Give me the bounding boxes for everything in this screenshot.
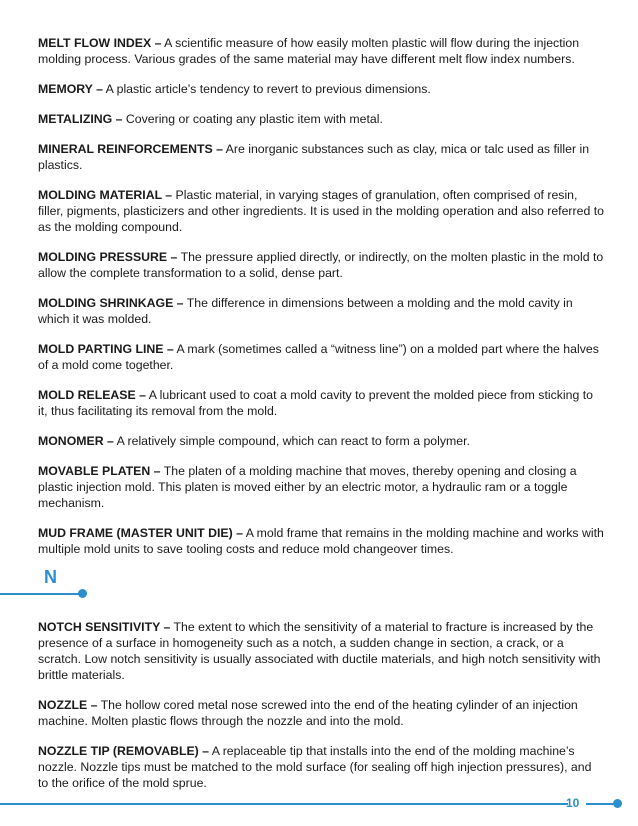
footer-divider-dot <box>613 799 622 808</box>
glossary-definition: A replaceable tip that installs into the end of the molding machine’s nozzle. Nozzle tips must be matched to the mold surface (for sealing off high injection pressures), and to the orifice of the mold sprue. <box>38 744 592 790</box>
glossary-definition: A plastic article’s tendency to revert to previous dimensions. <box>102 82 431 96</box>
glossary-term: MOLDING MATERIAL – <box>38 188 173 202</box>
glossary-term: MOLD PARTING LINE – <box>38 342 174 356</box>
section-divider-line <box>0 593 82 595</box>
glossary-term: NOZZLE TIP (REMOVABLE) – <box>38 744 210 758</box>
glossary-entry <box>38 387 604 419</box>
glossary-definition: The hollow cored metal nose screwed into the end of the heating cylinder of an injection machine. Molten plastic flows through the nozzle and into the mold. <box>38 698 578 728</box>
glossary-entry <box>38 81 604 97</box>
glossary-entry <box>38 697 604 729</box>
glossary-definition: Are inorganic substances such as clay, mica or talc used as filler in plastics. <box>38 142 590 172</box>
glossary-term: MOLD RELEASE – <box>38 388 146 402</box>
glossary-entry <box>38 249 604 281</box>
glossary-definition: The pressure applied directly, or indirectly, on the molten plastic in the mold to allow the complete transformation to a solid, dense part. <box>38 250 604 280</box>
section-header-n <box>0 567 124 607</box>
section-letter: N <box>44 567 57 587</box>
glossary-term: METALIZING – <box>38 112 123 126</box>
glossary-term: MOLDING SHRINKAGE – <box>38 296 184 310</box>
glossary-term: MOVABLE PLATEN – <box>38 464 161 478</box>
section-divider-dot <box>78 589 87 598</box>
glossary-entry <box>38 35 604 67</box>
glossary-term: NOTCH SENSITIVITY – <box>38 620 171 634</box>
glossary-entry <box>38 525 604 557</box>
glossary-definition: Plastic material, in varying stages of granulation, often comprised of resin, filler, pigments, plasticizers and other ingredients. It is used in the molding operation and also referred to as the molding compound. <box>38 188 604 234</box>
glossary-definition: The extent to which the sensitivity of a material to fracture is increased by the presence of a surface in homogeneity such as a notch, a sudden change in section, a crack, or a scratch. Low notch sensitivity is usually associated with ductile materials, and high notch sensitivity with brittle materials. <box>38 620 601 682</box>
glossary-definition: A scientific measure of how easily molten plastic will flow during the injection molding process. Various grades of the same material may have different melt flow index numbers. <box>38 36 580 66</box>
glossary-entry <box>38 743 604 791</box>
glossary-definition: The difference in dimensions between a molding and the mold cavity in which it was molded. <box>38 296 573 326</box>
glossary-entry <box>38 111 604 127</box>
footer-divider-line <box>0 803 568 805</box>
glossary-definition: A relatively simple compound, which can react to form a polymer. <box>113 434 470 448</box>
glossary-entry <box>38 295 604 327</box>
glossary-entry <box>38 463 604 511</box>
glossary-definition: Covering or coating any plastic item with metal. <box>122 112 383 126</box>
glossary-term: MINERAL REINFORCEMENTS – <box>38 142 223 156</box>
glossary-section-n <box>38 619 604 791</box>
glossary-definition: A mark (sometimes called a “witness line”) on a molded part where the halves of a mold come together. <box>38 342 599 372</box>
glossary-entry <box>38 187 604 235</box>
glossary-definition: A mold frame that remains in the molding machine and works with multiple mold units to save tooling costs and reduce mold changeover times. <box>38 526 604 556</box>
glossary-term: MELT FLOW INDEX – <box>38 36 162 50</box>
glossary-section-m <box>38 35 604 557</box>
glossary-entry <box>38 341 604 373</box>
glossary-entry <box>38 433 604 449</box>
glossary-content <box>38 35 604 805</box>
page-number: 10 <box>566 796 580 810</box>
glossary-term: MEMORY – <box>38 82 103 96</box>
glossary-term: NOZZLE – <box>38 698 98 712</box>
glossary-definition: A lubricant used to coat a mold cavity to prevent the molded piece from sticking to it, thus facilitating its removal from the mold. <box>38 388 593 418</box>
glossary-term: MONOMER – <box>38 434 114 448</box>
glossary-term: MUD FRAME (MASTER UNIT DIE) – <box>38 526 243 540</box>
glossary-definition: The platen of a molding machine that moves, thereby opening and closing a plastic injection mold. This platen is moved either by an electric motor, a hydraulic ram or a toggle mechanism. <box>38 464 577 510</box>
glossary-term: MOLDING PRESSURE – <box>38 250 178 264</box>
glossary-entry <box>38 619 604 683</box>
glossary-entry <box>38 141 604 173</box>
